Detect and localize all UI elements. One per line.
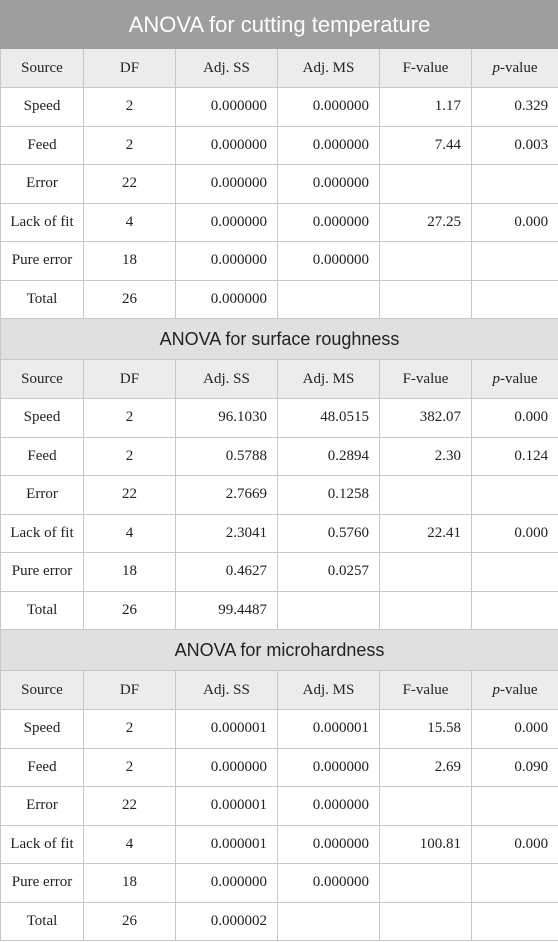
cell-adj-ms: 0.2894 [278, 437, 380, 476]
table-row [1, 514, 558, 553]
cell-source: Total [1, 902, 84, 941]
column-header-adj-ss: Adj. SS [176, 49, 278, 88]
cell-source: Error [1, 476, 84, 515]
cell-source: Total [1, 280, 84, 319]
column-header-f-value: F-value [380, 360, 472, 399]
cell-df: 2 [84, 88, 176, 127]
p-suffix-label: -value [500, 59, 538, 76]
cell-adj-ms: 48.0515 [278, 399, 380, 438]
cell-source: Speed [1, 710, 84, 749]
cell-df: 18 [84, 864, 176, 903]
cell-p-value [472, 553, 558, 592]
column-header-p-value [472, 49, 558, 88]
cell-df: 26 [84, 591, 176, 630]
cell-source: Lack of fit [1, 514, 84, 553]
column-header-adj-ss: Adj. SS [176, 360, 278, 399]
cell-f-value: 100.81 [380, 825, 472, 864]
cell-adj-ms: 0.000000 [278, 126, 380, 165]
cell-p-value: 0.000 [472, 514, 558, 553]
cell-df: 4 [84, 203, 176, 242]
column-header-adj-ss: Adj. SS [176, 671, 278, 710]
table-row [1, 476, 558, 515]
cell-p-value: 0.000 [472, 710, 558, 749]
cell-p-value: 0.090 [472, 748, 558, 787]
section-title-row [1, 630, 558, 671]
cell-source: Lack of fit [1, 203, 84, 242]
cell-adj-ms [278, 591, 380, 630]
table-row [1, 88, 558, 127]
cell-source: Speed [1, 399, 84, 438]
column-header-f-value: F-value [380, 671, 472, 710]
cell-adj-ms: 0.000000 [278, 787, 380, 826]
cell-adj-ms: 0.5760 [278, 514, 380, 553]
cell-f-value [380, 280, 472, 319]
cell-df: 2 [84, 126, 176, 165]
table-row [1, 591, 558, 630]
cell-df: 18 [84, 242, 176, 281]
column-header-adj-ms: Adj. MS [278, 49, 380, 88]
column-header-source: Source [1, 49, 84, 88]
cell-df: 26 [84, 902, 176, 941]
p-italic-label: p [492, 59, 501, 76]
column-header-p-value [472, 671, 558, 710]
p-italic-label: p [492, 370, 501, 387]
cell-adj-ss: 0.000000 [176, 126, 278, 165]
cell-adj-ss: 0.000000 [176, 280, 278, 319]
table-row [1, 787, 558, 826]
cell-source: Pure error [1, 864, 84, 903]
cell-adj-ss: 0.000000 [176, 88, 278, 127]
section-title: ANOVA for surface roughness [1, 319, 558, 360]
cell-p-value [472, 476, 558, 515]
table-row [1, 553, 558, 592]
cell-p-value [472, 902, 558, 941]
column-header-df: DF [84, 671, 176, 710]
table-row [1, 710, 558, 749]
column-header-row [1, 360, 558, 399]
cell-p-value: 0.329 [472, 88, 558, 127]
cell-adj-ss: 0.000000 [176, 748, 278, 787]
p-suffix-label: -value [500, 681, 538, 698]
table-row [1, 748, 558, 787]
column-header-adj-ms: Adj. MS [278, 671, 380, 710]
cell-adj-ss: 0.000001 [176, 825, 278, 864]
column-header-df: DF [84, 49, 176, 88]
cell-source: Feed [1, 437, 84, 476]
cell-f-value: 15.58 [380, 710, 472, 749]
cell-df: 26 [84, 280, 176, 319]
cell-df: 4 [84, 825, 176, 864]
cell-df: 2 [84, 437, 176, 476]
cell-source: Feed [1, 748, 84, 787]
cell-adj-ss: 0.000000 [176, 165, 278, 204]
cell-adj-ss: 0.000000 [176, 864, 278, 903]
anova-table-body [1, 1, 558, 941]
cell-df: 18 [84, 553, 176, 592]
column-header-row [1, 49, 558, 88]
cell-adj-ms: 0.000000 [278, 203, 380, 242]
cell-df: 2 [84, 748, 176, 787]
cell-f-value: 22.41 [380, 514, 472, 553]
cell-adj-ss: 0.000001 [176, 710, 278, 749]
cell-p-value [472, 864, 558, 903]
cell-df: 2 [84, 710, 176, 749]
cell-df: 22 [84, 476, 176, 515]
cell-source: Pure error [1, 553, 84, 592]
column-header-source: Source [1, 671, 84, 710]
cell-adj-ms: 0.000001 [278, 710, 380, 749]
table-row [1, 437, 558, 476]
cell-f-value: 27.25 [380, 203, 472, 242]
section-title: ANOVA for cutting temperature [1, 1, 558, 49]
cell-source: Feed [1, 126, 84, 165]
cell-adj-ss: 2.3041 [176, 514, 278, 553]
cell-adj-ms: 0.000000 [278, 748, 380, 787]
section-title-row [1, 1, 558, 49]
table-row [1, 165, 558, 204]
section-title-row [1, 319, 558, 360]
cell-f-value [380, 242, 472, 281]
cell-source: Total [1, 591, 84, 630]
cell-df: 22 [84, 787, 176, 826]
cell-p-value [472, 242, 558, 281]
cell-p-value: 0.000 [472, 825, 558, 864]
cell-adj-ms: 0.000000 [278, 165, 380, 204]
column-header-p-value [472, 360, 558, 399]
cell-df: 4 [84, 514, 176, 553]
cell-f-value [380, 787, 472, 826]
cell-f-value [380, 476, 472, 515]
cell-p-value [472, 165, 558, 204]
cell-adj-ms: 0.000000 [278, 864, 380, 903]
cell-adj-ss: 0.000000 [176, 242, 278, 281]
column-header-adj-ms: Adj. MS [278, 360, 380, 399]
cell-f-value [380, 553, 472, 592]
cell-f-value: 382.07 [380, 399, 472, 438]
cell-p-value: 0.003 [472, 126, 558, 165]
cell-p-value [472, 591, 558, 630]
cell-adj-ms: 0.000000 [278, 242, 380, 281]
table-row [1, 825, 558, 864]
column-header-row [1, 671, 558, 710]
table-row [1, 399, 558, 438]
cell-adj-ss: 0.4627 [176, 553, 278, 592]
p-suffix-label: -value [500, 370, 538, 387]
cell-df: 2 [84, 399, 176, 438]
cell-df: 22 [84, 165, 176, 204]
cell-p-value [472, 280, 558, 319]
cell-source: Speed [1, 88, 84, 127]
cell-adj-ss: 0.000001 [176, 787, 278, 826]
cell-f-value [380, 591, 472, 630]
cell-f-value: 2.69 [380, 748, 472, 787]
cell-f-value: 2.30 [380, 437, 472, 476]
cell-adj-ms [278, 280, 380, 319]
table-row [1, 280, 558, 319]
table-row [1, 203, 558, 242]
table-row [1, 902, 558, 941]
cell-adj-ss: 0.000002 [176, 902, 278, 941]
cell-source: Error [1, 165, 84, 204]
cell-source: Error [1, 787, 84, 826]
cell-adj-ms: 0.1258 [278, 476, 380, 515]
cell-f-value [380, 902, 472, 941]
cell-adj-ms: 0.000000 [278, 88, 380, 127]
cell-adj-ss: 2.7669 [176, 476, 278, 515]
cell-f-value: 1.17 [380, 88, 472, 127]
cell-f-value [380, 864, 472, 903]
table-row [1, 126, 558, 165]
cell-f-value [380, 165, 472, 204]
cell-adj-ss: 0.5788 [176, 437, 278, 476]
section-title: ANOVA for microhardness [1, 630, 558, 671]
cell-p-value [472, 787, 558, 826]
cell-adj-ss: 99.4487 [176, 591, 278, 630]
cell-adj-ss: 96.1030 [176, 399, 278, 438]
cell-source: Lack of fit [1, 825, 84, 864]
p-italic-label: p [492, 681, 501, 698]
cell-p-value: 0.000 [472, 203, 558, 242]
column-header-f-value: F-value [380, 49, 472, 88]
column-header-df: DF [84, 360, 176, 399]
cell-adj-ms: 0.0257 [278, 553, 380, 592]
cell-p-value: 0.000 [472, 399, 558, 438]
cell-f-value: 7.44 [380, 126, 472, 165]
cell-adj-ms [278, 902, 380, 941]
cell-p-value: 0.124 [472, 437, 558, 476]
cell-adj-ss: 0.000000 [176, 203, 278, 242]
column-header-source: Source [1, 360, 84, 399]
table-row [1, 242, 558, 281]
cell-source: Pure error [1, 242, 84, 281]
cell-adj-ms: 0.000000 [278, 825, 380, 864]
table-row [1, 864, 558, 903]
